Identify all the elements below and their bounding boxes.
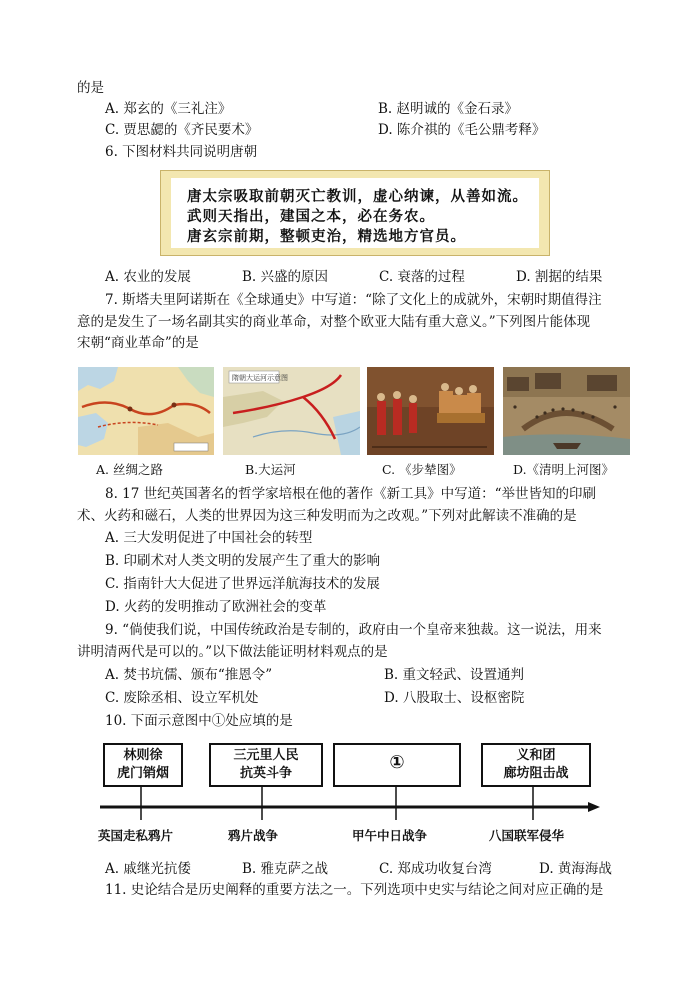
q7-stem-line-3: 宋朝“商业革命”的是	[77, 335, 199, 351]
q7-option-d[interactable]: D.《清明上河图》	[513, 462, 615, 477]
q7-stem-line-1: 7. 斯塔夫里阿诺斯在《全球通史》中写道：“除了文化上的成就外，宋朝时期值得注	[105, 292, 602, 308]
timeline-box-blank[interactable]: ①	[333, 743, 461, 787]
timeline-box-humen-line-1: 林则徐	[123, 748, 163, 763]
q9-option-a[interactable]: A. 焚书坑儒、颁布“推恩令”	[105, 667, 273, 683]
timeline-label-opium-smuggling: 英国走私鸦片	[98, 828, 174, 843]
q10-option-b[interactable]: B. 雅克萨之战	[242, 861, 329, 877]
timeline-box-humen-line-2: 虎门销烟	[116, 766, 169, 781]
q10-stem: 10. 下面示意图中①处应填的是	[105, 713, 293, 729]
q6-material-line-1: 唐太宗吸取前朝灭亡教训，虚心纳谏，从善如流。	[187, 189, 528, 205]
timeline-label-opium-war: 鸦片战争	[228, 828, 279, 843]
q6-stem: 6. 下图材料共同说明唐朝	[105, 144, 258, 160]
q8-stem-line-2: 术、火药和磁石，人类的世界因为这三种发明而为之改观。”下列对此解读不准确的是	[77, 508, 577, 524]
q9-option-d[interactable]: D. 八股取士、设枢密院	[384, 690, 525, 706]
q6-option-c[interactable]: C. 衰落的过程	[379, 269, 465, 285]
q8-option-c[interactable]: C. 指南针大大促进了世界远洋航海技术的发展	[105, 576, 380, 592]
timeline-box-sanyuanli-line-2: 抗英斗争	[239, 766, 292, 781]
q7-option-b[interactable]: B.大运河	[245, 462, 296, 477]
timeline-label-eight-nation: 八国联军侵华	[489, 828, 565, 843]
q6-option-d[interactable]: D. 割据的结果	[516, 269, 603, 285]
q5-option-b[interactable]: B. 赵明诚的《金石录》	[378, 101, 519, 117]
q7-option-c[interactable]: C. 《步辇图》	[382, 462, 462, 477]
q8-option-a[interactable]: A. 三大发明促进了中国社会的转型	[105, 530, 313, 546]
q6-material-line-2: 武则天指出，建国之本，必在务农。	[187, 209, 435, 225]
timeline-box-yihetuan-line-2: 廊坊阻击战	[503, 766, 569, 781]
q10-option-d[interactable]: D. 黄海海战	[539, 861, 612, 877]
q6-option-b[interactable]: B. 兴盛的原因	[242, 269, 329, 285]
q7-option-a[interactable]: A. 丝绸之路	[96, 462, 163, 477]
q9-stem-line-1: 9. “倘使我们说，中国传统政治是专制的，政府由一个皇帝来独裁。这一说法，用来	[105, 622, 602, 638]
q8-option-b[interactable]: B. 印刷术对人类文明的发展产生了重大的影响	[105, 553, 381, 569]
q9-option-b[interactable]: B. 重文轻武、设置通判	[384, 667, 525, 683]
q9-stem-line-2: 讲明清两代是可以的。”以下做法能证明材料观点的是	[77, 644, 388, 660]
timeline-label-sino-japanese-war: 甲午中日战争	[352, 828, 428, 843]
q8-stem-line-1: 8. 17 世纪英国著名的哲学家培根在他的著作《新工具》中写道：“举世皆知的印刷	[105, 486, 597, 502]
timeline-box-sanyuanli-line-1: 三元里人民	[233, 748, 299, 763]
q6-material-line-3: 唐玄宗前期，整顿吏治，精选地方官员。	[187, 229, 466, 245]
q10-option-c[interactable]: C. 郑成功收复台湾	[379, 861, 492, 877]
q10-option-a[interactable]: A. 戚继光抗倭	[105, 861, 191, 877]
q8-option-d[interactable]: D. 火药的发明推动了欧洲社会的变革	[105, 599, 327, 615]
q5-option-a[interactable]: A. 郑玄的《三礼注》	[105, 101, 232, 117]
grand-canal-map-title: 隋朝大运河示意图	[232, 374, 288, 382]
q7-stem-line-2: 意的是发生了一场名副其实的商业革命，对整个欧亚大陆有重大意义。”下列图片能体现	[77, 314, 591, 330]
q11-stem: 11. 史论结合是历史阐释的重要方法之一。下列选项中史实与结论之间对应正确的是	[105, 882, 604, 898]
q5-option-c[interactable]: C. 贾思勰的《齐民要术》	[105, 122, 259, 138]
timeline-box-yihetuan-line-1: 义和团	[516, 748, 556, 763]
q9-option-c[interactable]: C. 废除丞相、设立军机处	[105, 690, 259, 706]
q6-option-a[interactable]: A. 农业的发展	[105, 269, 191, 285]
q5-option-d[interactable]: D. 陈介祺的《毛公鼎考释》	[378, 122, 546, 138]
q5-stem-tail: 的是	[77, 80, 104, 96]
